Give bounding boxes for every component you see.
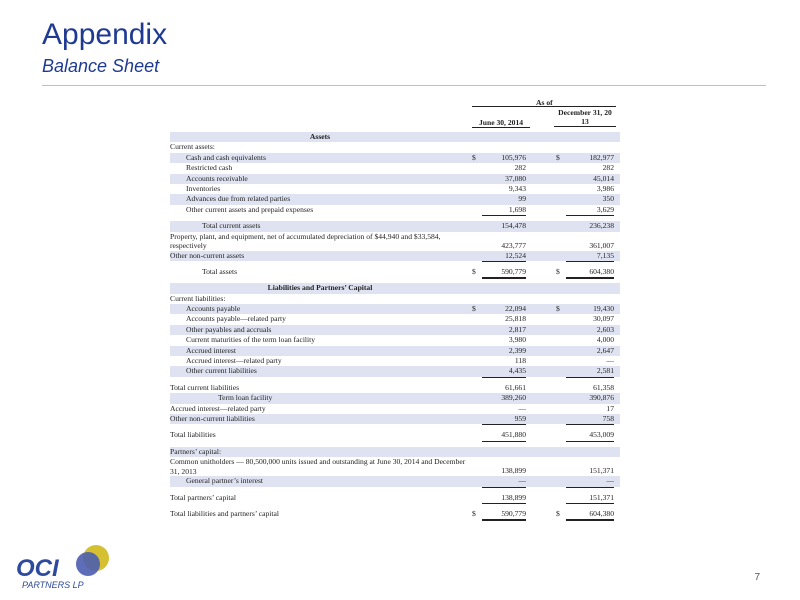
row-label: Accounts payable [186, 304, 241, 314]
value-december-2013: 2,603 [596, 324, 614, 334]
value-june-2014: 61,661 [505, 382, 526, 392]
value-december-2013: 17 [606, 403, 614, 413]
row-label: Total liabilities and partners’ capital [170, 508, 279, 518]
value-june-2014: 423,777 [501, 240, 526, 250]
currency-symbol: $ [472, 304, 476, 314]
row-label: Total current assets [202, 221, 261, 231]
row-label: Term loan facility [218, 393, 273, 403]
value-june-2014: — [518, 403, 526, 413]
balance-sheet-table [170, 96, 620, 519]
value-june-2014: 2,399 [508, 345, 526, 355]
value-june-2014: 99 [518, 194, 526, 204]
value-december-2013: 151,371 [589, 466, 614, 476]
table-row [170, 414, 620, 424]
row-label: Common unitholders — 80,500,000 units issued and outstanding at June 30, 2014 and December 31, 2013 [170, 457, 466, 476]
row-label: Cash and cash equivalents [186, 152, 266, 162]
table-row [170, 194, 620, 204]
value-december-2013: — [606, 356, 614, 366]
row-label: Accrued interest—related party [170, 403, 266, 413]
value-june-2014: 451,880 [482, 430, 526, 441]
row-label: Total partners’ capital [170, 492, 236, 502]
value-december-2013: 182,977 [589, 152, 614, 162]
row-label: Accrued interest [186, 345, 236, 355]
value-june-2014: — [482, 476, 526, 487]
value-june-2014: 12,524 [482, 251, 526, 262]
table-row [170, 221, 620, 231]
row-label: Liabilities and Partners’ Capital [267, 283, 373, 293]
value-june-2014: 1,698 [482, 205, 526, 216]
value-december-2013: 4,000 [596, 335, 614, 345]
value-june-2014: 959 [482, 414, 526, 425]
table-row [170, 356, 620, 366]
value-june-2014: 154,478 [501, 221, 526, 231]
page-title: Appendix [42, 18, 168, 51]
row-label: Total assets [202, 266, 238, 276]
value-june-2014: 37,080 [505, 173, 526, 183]
currency-symbol: $ [556, 304, 560, 314]
page-subtitle: Balance Sheet [42, 56, 160, 76]
currency-symbol: $ [556, 508, 560, 518]
value-june-2014: 138,899 [482, 493, 526, 504]
section-header-liabilities [170, 283, 620, 293]
value-december-2013: 453,009 [566, 430, 614, 441]
value-june-2014: 4,435 [482, 366, 526, 377]
value-december-2013: 390,876 [589, 393, 614, 403]
row-label: Other non-current assets [170, 250, 245, 260]
value-june-2014: 3,980 [508, 335, 526, 345]
table-row [170, 325, 620, 335]
row-label: Accounts payable—related party [186, 314, 286, 324]
table-row [170, 267, 620, 277]
row-label: Partners’ capital: [170, 446, 222, 456]
value-june-2014: 2,817 [508, 324, 526, 334]
value-december-2013: 604,380 [566, 509, 614, 521]
row-label: Current liabilities: [170, 293, 226, 303]
table-row [170, 447, 620, 457]
table-row [170, 163, 620, 173]
row-label: Inventories [186, 183, 221, 193]
row-label: Accrued interest—related party [186, 356, 282, 366]
table-row [170, 294, 620, 304]
currency-symbol: $ [556, 266, 560, 276]
section-header-assets [170, 132, 620, 142]
row-label: Assets [309, 132, 331, 141]
value-june-2014: 105,976 [501, 152, 526, 162]
row-label: Accounts receivable [186, 173, 248, 183]
value-june-2014: 138,899 [501, 466, 526, 476]
table-row [170, 335, 620, 345]
logo-circle-blue [76, 552, 100, 576]
value-december-2013: 30,097 [593, 314, 614, 324]
table-row [170, 174, 620, 184]
page-number: 7 [754, 572, 760, 583]
row-label: Other payables and accruals [186, 324, 272, 334]
value-december-2013: 3,629 [566, 205, 614, 216]
value-december-2013: 758 [566, 414, 614, 425]
value-december-2013: 236,238 [589, 221, 614, 231]
value-december-2013: 361,007 [589, 240, 614, 250]
value-june-2014: 118 [514, 356, 526, 366]
row-label: Total liabilities [170, 430, 216, 440]
value-june-2014: 282 [514, 163, 526, 173]
title-divider [42, 85, 766, 86]
value-december-2013: 45,014 [593, 173, 614, 183]
table-row [170, 142, 620, 152]
row-label: Other non-current liabilities [170, 413, 255, 423]
value-december-2013: 3,986 [596, 183, 614, 193]
column-header-december-2013: December 31, 20 13 [554, 108, 616, 127]
value-december-2013: 61,358 [593, 382, 614, 392]
table-row [170, 366, 620, 376]
as-of-label: As of [536, 98, 553, 107]
value-june-2014: 9,343 [508, 183, 526, 193]
table-row [170, 205, 620, 215]
table-row [170, 232, 620, 251]
table-row [170, 314, 620, 324]
table-row [170, 509, 620, 519]
currency-symbol: $ [472, 266, 476, 276]
table-header [170, 96, 620, 132]
table-row [170, 251, 620, 261]
value-december-2013: 19,430 [593, 304, 614, 314]
currency-symbol: $ [472, 508, 476, 518]
table-row [170, 493, 620, 503]
table-row [170, 476, 620, 486]
logo-wordmark: OCI [16, 555, 59, 582]
value-december-2013: 2,647 [596, 345, 614, 355]
row-label: Current maturities of the term loan facility [186, 335, 316, 345]
column-header-june-2014: June 30, 2014 [472, 118, 530, 128]
table-row [170, 304, 620, 314]
value-december-2013: 350 [602, 194, 614, 204]
currency-symbol: $ [472, 152, 476, 162]
row-label: Current assets: [170, 142, 215, 152]
table-row [170, 457, 620, 476]
row-label: Restricted cash [186, 163, 233, 173]
row-label: Total current liabilities [170, 382, 240, 392]
value-december-2013: 151,371 [566, 493, 614, 504]
table-row [170, 430, 620, 440]
value-june-2014: 22,094 [505, 304, 526, 314]
table-row [170, 383, 620, 393]
table-row [170, 393, 620, 403]
row-label: Property, plant, and equipment, net of accumulated depreciation of $44,940 and $33,584, respectively [170, 231, 441, 251]
value-june-2014: 590,779 [482, 509, 526, 521]
table-row [170, 404, 620, 414]
value-december-2013: 604,380 [566, 267, 614, 279]
value-december-2013: 2,581 [566, 366, 614, 377]
value-june-2014: 590,779 [482, 267, 526, 279]
table-row [170, 184, 620, 194]
value-december-2013: — [566, 476, 614, 487]
oci-partners-logo [14, 540, 124, 590]
currency-symbol: $ [556, 152, 560, 162]
value-december-2013: 282 [602, 163, 614, 173]
value-december-2013: 7,135 [566, 251, 614, 262]
header-rule [472, 106, 616, 107]
row-label: General partner’s interest [186, 476, 264, 486]
value-june-2014: 25,818 [505, 314, 526, 324]
row-label: Other current assets and prepaid expenses [186, 204, 314, 214]
value-june-2014: 389,260 [501, 393, 526, 403]
row-label: Other current liabilities [186, 366, 257, 376]
logo-subtext: PARTNERS LP [22, 580, 84, 590]
row-label: Advances due from related parties [186, 194, 291, 204]
table-row [170, 346, 620, 356]
table-row [170, 153, 620, 163]
